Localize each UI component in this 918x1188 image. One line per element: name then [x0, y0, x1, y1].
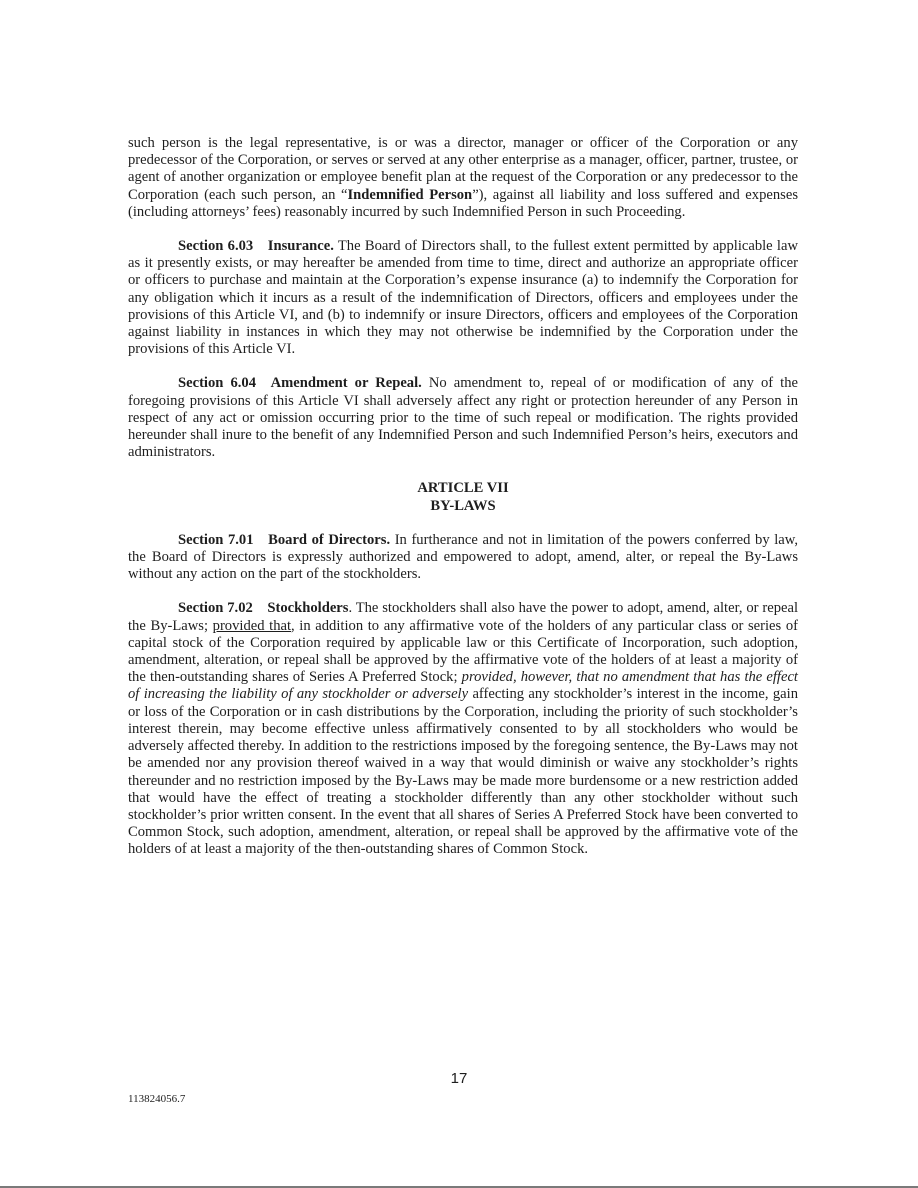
section-6-04: [128, 375, 798, 461]
paragraph-text: ”), against all liability and loss suffered and expenses (including attorneys’ fees) reasonably incurred by such Indemnified Person in such Proceeding.: [128, 186, 798, 220]
paragraph-text: such person is the legal representative, is or was a director, manager or officer of the Corporation or any predecessor of the Corporation, or serves or served at any other enterprise as a manager, officer, partner, trustee, or agent of another organization or employee benefit plan at the request of the Corporation or any predecessor to the Corporation (each such person, an “: [128, 135, 798, 203]
section-text: , in addition to any affirmative vote of the holders of any particular class or series of capital stock of the Corporation required by applicable law or this Certificate of Incorporation, such adoption, amendment, alteration, or repeal shall be approved by the affirmative vote of the holders of at least a majority of the then-outstanding shares of Series A Preferred Stock;: [128, 617, 798, 686]
document-body: [128, 135, 798, 859]
section-text: No amendment to, repeal of or modification of any of the foregoing provisions of this Article VI shall adversely affect any right or protection hereunder of any Person in respect of any act or omission occurring prior to the time of such repeal or modification. The rights provided hereunder shall inure to the benefit of any Indemnified Person and such Indemnified Person’s heirs, executors and administrators.: [128, 375, 798, 461]
section-text: The Board of Directors shall, to the fullest extent permitted by applicable law as it presently exists, or may hereafter be amended from time to time, direct and authorize an appropriate officer or officers to purchase and maintain at the Corporation’s expense insurance (a) to indemnify the Corporation for any obligation which it incurs as a result of the indemnification of Directors, officers and employees under the provisions of this Article VI, and (b) to indemnify or insure Directors, officers and employees of the Corporation against liability in instances in which they may not otherwise be indemnified by the Corporation under the provisions of this Article VI.: [128, 238, 798, 358]
section-text: affecting any stockholder’s interest in the income, gain or loss of the Corporation or in cash distributions by the Corporation, including the priority of such stockholder’s interest therein, may become effective unless affirmatively consented to by all stockholders who would be adversely affected thereby. In addition to the restrictions imposed by the foregoing sentence, the By-Laws may not be amended nor any provision thereof waived in a way that would diminish or waive any stockholder’s rights thereunder and no restriction imposed by the By-Laws may be made more burdensome or a new restriction added that would have the effect of treating a stockholder differently than any other stockholder without such stockholder’s prior written consent. In the event that all shares of Series A Preferred Stock have been converted to Common Stock, such adoption, amendment, alteration, or repeal shall be approved by the affirmative vote of the holders of at least a majority of the then-outstanding shares of Common Stock.: [128, 686, 798, 858]
article-number: ARTICLE VII: [417, 480, 509, 497]
section-heading: Section 6.04 Amendment or Repeal.: [178, 375, 422, 392]
section-heading: Section 6.03 Insurance.: [178, 238, 334, 255]
section-6-03: [128, 238, 798, 358]
article-title: BY-LAWS: [430, 497, 496, 514]
page-number: 17: [450, 1070, 468, 1087]
section-heading: Section 7.02 Stockholders: [178, 600, 349, 617]
defined-term: Indemnified Person: [347, 186, 473, 203]
article-heading: [128, 480, 798, 514]
section-heading: Section 7.01 Board of Directors.: [178, 531, 391, 548]
document-id: 113824056.7: [128, 1093, 186, 1105]
underlined-term: provided that: [212, 617, 292, 634]
section-7-01: [128, 532, 798, 584]
italic-proviso: provided, however, that no amendment that has the effect of increasing the liability of any stockholder or adversely: [128, 669, 798, 703]
section-text: In furtherance and not in limitation of the powers conferred by law, the Board of Directors is expressly authorized and empowered to adopt, amend, alter, or repeal the By-Laws without any action on the part of the stockholders.: [128, 531, 798, 583]
section-text: . The stockholders shall also have the power to adopt, amend, alter, or repeal the By-Laws;: [128, 600, 798, 634]
section-7-02: [128, 600, 798, 858]
paragraph-continuation: [128, 135, 798, 221]
